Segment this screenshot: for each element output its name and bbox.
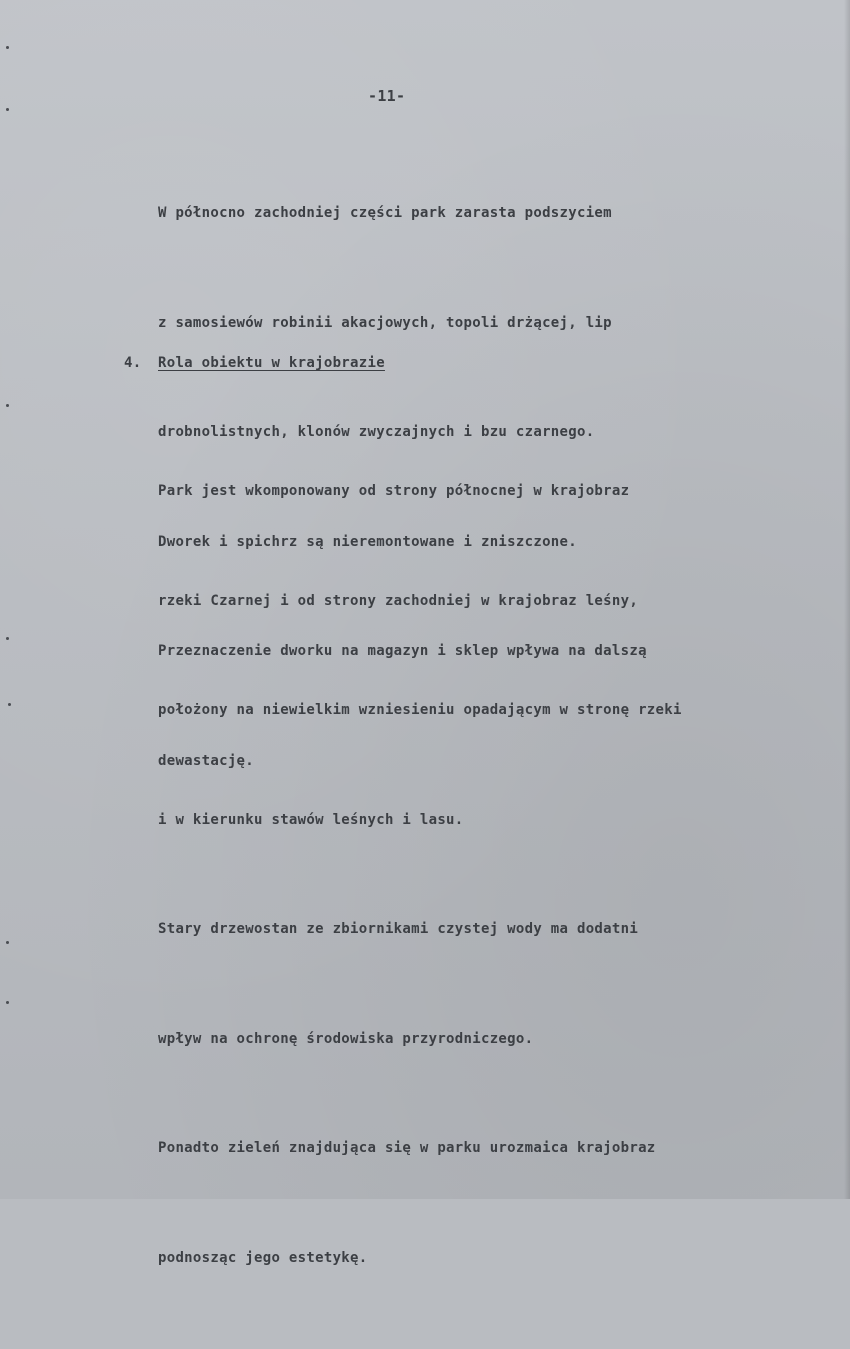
text-line: Stary drzewostan ze zbiornikami czystej wody ma dodatni	[158, 921, 639, 937]
text-line: podnosząc jego estetykę.	[158, 1249, 368, 1266]
paragraph-landscape-role	[158, 400, 682, 1349]
text-line: drobnolistnych, klonów zwyczajnych i bzu czarnego.	[158, 424, 595, 440]
text-line: położony na niewielkim wzniesieniu opadającym w stronę rzeki	[158, 702, 682, 718]
text-line: Dworek i spichrz są nieremontowane i zniszczone.	[158, 533, 577, 550]
text-line: rzeki Czarnej i od strony zachodniej w krajobraz leśny,	[158, 592, 639, 609]
text-line: Przeznaczenie dworku na magazyn i sklep wpływa na dalszą	[158, 643, 647, 659]
margin-speck	[6, 637, 9, 640]
text-line: Ponadto zieleń znajdująca się w parku urozmaica krajobraz	[158, 1140, 656, 1156]
margin-speck	[6, 941, 9, 944]
page-edge-shadow	[844, 0, 850, 1199]
text-line: wpływ na ochronę środowiska przyrodniczego.	[158, 1030, 534, 1047]
section-number: 4.	[124, 355, 142, 371]
margin-speck	[8, 703, 11, 706]
section-heading: Rola obiektu w krajobrazie	[158, 355, 385, 371]
page-number: -11-	[368, 87, 406, 105]
text-line: i w kierunku stawów leśnych i lasu.	[158, 811, 464, 828]
text-line: dewastację.	[158, 752, 255, 769]
margin-speck	[6, 404, 9, 407]
margin-speck	[6, 108, 9, 111]
text-line: z samosiewów robinii akacjowych, topoli drżącej, lip	[158, 314, 612, 331]
margin-speck	[6, 1001, 9, 1004]
margin-speck	[6, 46, 9, 49]
text-line: Park jest wkomponowany od strony północnej w krajobraz	[158, 483, 630, 499]
text-line: W północno zachodniej części park zarasta podszyciem	[158, 205, 612, 221]
